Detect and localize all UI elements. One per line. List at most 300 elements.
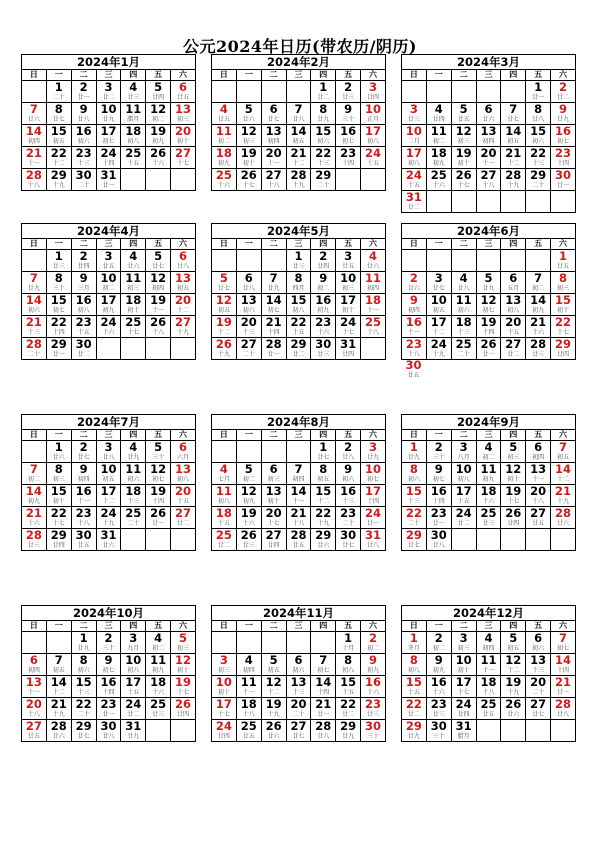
day-cell: 21 [261,316,286,329]
lunar-date: 十六 [476,497,501,507]
day-cell: 25 [121,507,146,520]
lunar-row [402,181,576,191]
weekday-label: 六 [361,621,386,632]
lunar-date: 初四 [22,137,47,147]
lunar-date: 廿四 [171,710,196,720]
weekday-label: 日 [212,239,237,250]
lunar-date: 廿三 [286,262,311,272]
day-cell: 5 [171,632,196,645]
day-cell: 21 [22,316,47,329]
lunar-date: 初五 [46,137,71,147]
lunar-date: 三十 [146,453,171,463]
day-cell: 20 [236,316,261,329]
lunar-date: 十七 [551,328,576,338]
day-cell: 4 [121,441,146,454]
lunar-date: 廿三 [336,93,361,103]
lunar-date: 初四 [526,453,551,463]
day-cell: 2 [402,272,427,285]
month-calendar [211,54,386,191]
week-row [402,147,576,160]
weekday-header [212,430,386,441]
week-row [22,125,196,138]
day-cell: 9 [336,103,361,116]
lunar-date: 廿四 [501,519,526,529]
lunar-date: 十六 [236,519,261,529]
lunar-date: 初三 [336,284,361,294]
weekday-label: 六 [361,430,386,441]
day-cell [261,250,286,263]
day-cell: 4 [361,250,386,263]
day-cell: 16 [96,676,121,689]
lunar-date: 初十 [336,306,361,316]
week-row [22,294,196,307]
lunar-date: 初七 [46,306,71,316]
lunar-date: 廿三 [121,93,146,103]
lunar-date: 冬月 [402,644,427,654]
lunar-date: 廿五 [286,541,311,551]
day-cell: 31 [402,191,427,204]
day-cell: 1 [46,441,71,454]
lunar-date [451,93,476,103]
lunar-date [236,453,261,463]
lunar-date: 十三 [236,328,261,338]
lunar-date: 廿三 [402,115,427,125]
lunar-date [212,453,237,463]
lunar-date: 三十 [361,732,386,742]
day-cell: 8 [46,103,71,116]
day-cell [451,250,476,263]
week-row [402,632,576,645]
day-cell: 18 [121,125,146,138]
day-cell [96,338,121,351]
lunar-date: 廿七 [46,115,71,125]
lunar-date: 初七 [476,306,501,316]
lunar-date: 初三 [236,137,261,147]
day-cell: 9 [336,463,361,476]
week-row [22,316,196,329]
weekday-label: 四 [501,621,526,632]
lunar-date: 初四 [286,475,311,485]
day-cell [146,338,171,351]
weekday-label: 五 [146,70,171,81]
day-cell: 7 [551,441,576,454]
lunar-date: 初八 [402,666,427,676]
day-cell: 31 [96,169,121,182]
day-cell: 11 [236,676,261,689]
lunar-date: 廿四 [146,93,171,103]
lunar-date: 八月 [451,453,476,463]
week-row [212,720,386,733]
day-cell: 20 [286,698,311,711]
lunar-date: 初十 [261,497,286,507]
lunar-date: 十三 [121,497,146,507]
lunar-row [22,115,196,125]
day-cell [501,81,526,94]
lunar-date [426,93,451,103]
lunar-date: 廿一 [526,93,551,103]
lunar-date: 廿九 [402,453,427,463]
lunar-date: 廿五 [476,710,501,720]
day-cell: 14 [526,294,551,307]
lunar-row [402,328,576,338]
lunar-row [212,666,386,676]
weekday-label: 四 [121,430,146,441]
day-cell: 10 [451,463,476,476]
week-row [402,125,576,138]
lunar-row [22,93,196,103]
lunar-date: 十九 [96,519,121,529]
lunar-date [526,203,551,213]
day-cell: 10 [426,294,451,307]
day-cell: 22 [46,507,71,520]
day-cell: 7 [261,272,286,285]
lunar-date: 廿四 [361,93,386,103]
lunar-date: 廿六 [311,541,336,551]
day-cell: 8 [71,654,96,667]
lunar-date: 十一 [476,666,501,676]
day-cell: 27 [286,720,311,733]
day-cell: 1 [526,81,551,94]
lunar-date: 廿八 [526,115,551,125]
weekday-label: 一 [46,430,71,441]
day-cell [236,250,261,263]
week-row [212,81,386,94]
week-row [22,441,196,454]
day-cell: 18 [236,698,261,711]
day-cell: 18 [476,485,501,498]
day-cell: 14 [22,294,47,307]
day-cell: 12 [146,463,171,476]
lunar-date: 初九 [476,475,501,485]
week-row [402,294,576,307]
lunar-date: 初七 [361,475,386,485]
lunar-date: 十九 [426,350,451,360]
day-cell: 8 [402,463,427,476]
month-calendar [21,223,196,360]
lunar-date: 十三 [336,497,361,507]
day-cell: 15 [526,125,551,138]
day-cell [501,250,526,263]
day-cell: 30 [405,358,422,372]
day-cell: 1 [71,632,96,645]
lunar-date: 廿九 [121,732,146,742]
day-cell: 21 [22,507,47,520]
day-cell: 27 [236,338,261,351]
month-title: 2024年4月 [21,223,196,238]
week-row [22,698,196,711]
day-cell: 23 [551,147,576,160]
day-cell: 22 [402,507,427,520]
day-cell: 3 [426,272,451,285]
day-cell: 17 [121,676,146,689]
day-cell: 11 [451,294,476,307]
month-table [401,620,576,742]
day-cell: 3 [361,441,386,454]
day-cell [22,632,47,645]
day-cell: 25 [476,698,501,711]
lunar-date: 十二 [501,159,526,169]
weekday-header [212,70,386,81]
lunar-date [476,93,501,103]
lunar-date: 初八 [121,666,146,676]
lunar-date: 十四 [311,688,336,698]
lunar-date: 十七 [46,519,71,529]
weekday-label: 六 [551,430,576,441]
lunar-date: 廿八 [96,732,121,742]
lunar-date: 十四 [96,159,121,169]
lunar-date [121,181,146,191]
lunar-date: 廿二 [171,519,196,529]
lunar-date: 初五 [212,306,237,316]
day-cell: 4 [451,272,476,285]
day-cell: 23 [361,698,386,711]
day-cell: 26 [236,529,261,542]
day-cell: 9 [311,272,336,285]
day-cell: 15 [336,676,361,689]
lunar-date: 初十 [551,306,576,316]
lunar-date [476,541,501,551]
month-calendar [21,54,196,191]
lunar-date: 初八 [501,306,526,316]
day-cell: 24 [96,507,121,520]
lunar-date: 十九 [501,181,526,191]
day-cell [261,81,286,94]
lunar-date: 初三 [261,475,286,485]
day-cell: 14 [551,463,576,476]
lunar-date: 十四 [336,159,361,169]
lunar-date: 十二 [96,497,121,507]
lunar-date: 十八 [476,181,501,191]
day-cell: 31 [336,338,361,351]
lunar-date: 初七 [311,666,336,676]
day-cell: 28 [526,338,551,351]
week-row [402,103,576,116]
day-cell: 30 [426,720,451,733]
week-row [402,463,576,476]
lunar-row [22,475,196,485]
lunar-date: 廿六 [476,115,501,125]
lunar-date: 十二 [46,688,71,698]
lunar-date: 初八 [121,137,146,147]
lunar-date: 初八 [361,137,386,147]
day-cell: 11 [361,272,386,285]
day-cell: 15 [46,485,71,498]
lunar-date: 十七 [451,688,476,698]
day-cell: 5 [212,272,237,285]
day-cell: 12 [171,654,196,667]
lunar-date: 二十 [311,181,336,191]
day-cell: 19 [476,316,501,329]
page-title: 公元2024年日历(带农历/阴历) [182,37,418,56]
lunar-date: 正月 [361,115,386,125]
lunar-row [212,306,386,316]
lunar-date: 初十 [171,666,196,676]
lunar-date [171,732,196,742]
month-title: 2024年2月 [211,54,386,69]
day-cell: 12 [451,125,476,138]
lunar-date: 十三 [71,688,96,698]
lunar-row [402,137,576,147]
lunar-date: 十二 [286,159,311,169]
day-cell: 11 [121,272,146,285]
lunar-row [212,328,386,338]
day-cell: 27 [171,147,196,160]
weekday-label: 六 [361,239,386,250]
weekday-label: 三 [286,621,311,632]
weekday-label: 五 [146,239,171,250]
month-table [401,69,576,213]
day-cell: 19 [236,507,261,520]
day-cell: 21 [46,698,71,711]
month-title: 2024年9月 [401,414,576,429]
lunar-date [451,541,476,551]
day-cell: 13 [526,654,551,667]
lunar-date: 初六 [71,666,96,676]
lunar-date: 廿九 [476,284,501,294]
day-cell: 11 [121,103,146,116]
day-cell: 11 [212,125,237,138]
week-row [212,169,386,182]
lunar-date: 廿五 [22,732,47,742]
weekday-label: 六 [551,70,576,81]
day-cell: 15 [286,294,311,307]
day-cell: 28 [22,338,47,351]
day-cell: 5 [476,272,501,285]
day-cell: 28 [22,529,47,542]
day-cell [236,81,261,94]
day-cell [451,81,476,94]
lunar-date: 十四 [96,688,121,698]
lunar-date: 廿二 [121,710,146,720]
lunar-date: 廿七 [402,541,427,551]
lunar-date: 三十 [426,453,451,463]
lunar-row [22,453,196,463]
weekday-label: 六 [171,430,196,441]
week-row [22,676,196,689]
lunar-date: 十七 [121,328,146,338]
day-cell: 28 [22,169,47,182]
weekday-label: 五 [146,621,171,632]
lunar-date: 廿九 [22,284,47,294]
day-cell: 7 [526,272,551,285]
day-cell: 29 [46,169,71,182]
day-cell: 28 [286,529,311,542]
weekday-label: 五 [526,239,551,250]
lunar-date: 廿四 [451,710,476,720]
day-cell: 26 [451,169,476,182]
week-row [212,529,386,542]
day-cell: 25 [121,147,146,160]
day-cell: 6 [171,250,196,263]
weekday-header [22,70,196,81]
lunar-date: 廿九 [551,115,576,125]
day-cell: 10 [212,676,237,689]
day-cell: 15 [311,485,336,498]
day-cell: 9 [426,654,451,667]
overflow-day [401,359,426,380]
day-cell: 10 [361,103,386,116]
lunar-date: 廿二 [402,203,427,213]
day-cell: 24 [96,316,121,329]
week-row [22,81,196,94]
lunar-date: 廿二 [336,710,361,720]
day-cell [146,720,171,733]
day-cell: 30 [96,720,121,733]
lunar-date [451,262,476,272]
lunar-date: 廿三 [476,519,501,529]
day-cell: 21 [551,676,576,689]
lunar-date: 廿八 [286,115,311,125]
day-cell [476,529,501,542]
day-cell: 17 [212,698,237,711]
lunar-date: 十八 [286,519,311,529]
weekday-label: 四 [311,430,336,441]
lunar-date: 廿四 [46,541,71,551]
lunar-date: 廿六 [402,284,427,294]
day-cell: 19 [451,147,476,160]
day-cell: 2 [336,441,361,454]
lunar-row [22,710,196,720]
lunar-date: 初十 [501,475,526,485]
weekday-label: 六 [171,239,196,250]
day-cell: 22 [71,698,96,711]
lunar-date: 十九 [46,710,71,720]
lunar-date: 廿二 [311,93,336,103]
lunar-date: 廿六 [22,115,47,125]
lunar-date: 廿四 [426,115,451,125]
lunar-date: 十五 [402,688,427,698]
day-cell: 29 [526,169,551,182]
weekday-header [402,70,576,81]
weekday-label: 五 [336,430,361,441]
lunar-row [22,306,196,316]
lunar-date: 初三 [551,284,576,294]
day-cell [236,441,261,454]
lunar-date: 三月 [71,284,96,294]
lunar-date: 初七 [336,137,361,147]
day-cell: 5 [451,103,476,116]
lunar-date: 廿三 [22,541,47,551]
lunar-date: 初六 [286,666,311,676]
day-cell: 2 [361,632,386,645]
day-cell: 7 [286,463,311,476]
day-cell: 30 [426,529,451,542]
day-cell: 9 [361,654,386,667]
lunar-date: 廿三 [236,541,261,551]
lunar-date [551,732,576,742]
lunar-date: 十六 [22,519,47,529]
week-row [212,698,386,711]
day-cell: 20 [171,125,196,138]
day-cell: 29 [551,338,576,351]
lunar-date: 二十 [22,350,47,360]
day-cell [402,250,427,263]
lunar-date: 十三 [402,497,427,507]
lunar-date: 廿一 [96,710,121,720]
weekday-label: 五 [336,70,361,81]
lunar-date: 廿四 [261,541,286,551]
day-cell: 7 [22,103,47,116]
day-cell: 19 [261,698,286,711]
lunar-date: 廿五 [71,541,96,551]
weekday-header [212,239,386,250]
weekday-label: 一 [426,430,451,441]
lunar-date: 十六 [311,328,336,338]
day-cell: 18 [361,294,386,307]
lunar-date: 二十 [286,710,311,720]
day-cell: 27 [526,507,551,520]
day-cell: 2 [336,81,361,94]
